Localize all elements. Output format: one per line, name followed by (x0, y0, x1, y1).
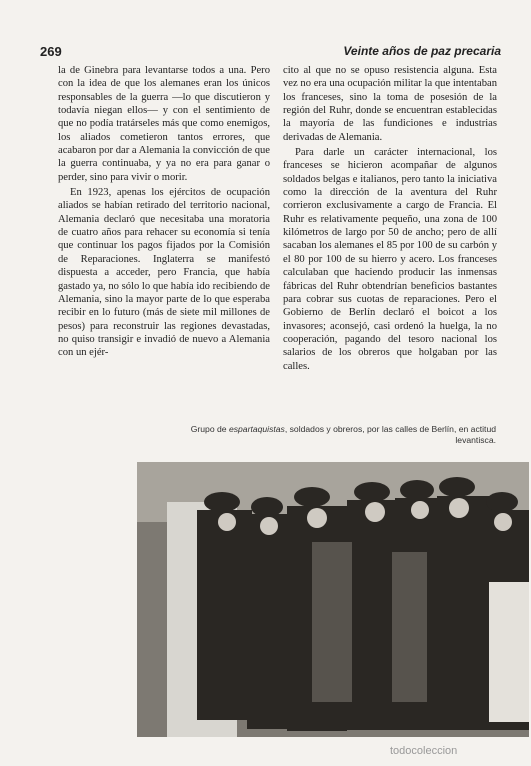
caption-prefix: Grupo de (190, 424, 229, 434)
left-paragraph-2: En 1923, apenas los ejércitos de ocupación aliados se habían retirado del territorio nacional, Alemania declaró que necesitaba una moratoria de cuatro años para rehacer su economía si tenía que continuar los pagos fijados por la Comisión de Reparaciones. Inglaterra se manifestó dispuesta a acceder, pero Francia, que había gastado ya, no sólo lo que había ido recibiendo de Alemania, sino la mayor parte de lo que esperaba recibir en lo futuro (más de siete mil millones de pesos) para reconstruir las regiones devastadas, no quiso transigir e invadió de nuevo a Alemania con un ejér- (58, 187, 270, 359)
left-column (58, 64, 270, 360)
page-header (40, 44, 501, 60)
watermark: todocoleccion (390, 745, 458, 757)
caption-italic: espartaquistas (228, 424, 285, 434)
running-title: Veinte años de paz precaria (343, 44, 501, 58)
page-number: 269 (40, 44, 62, 59)
photo-caption (190, 424, 496, 446)
right-column (283, 64, 497, 373)
left-paragraph-1: la de Ginebra para levantarse todos a una. Pero con la idea de que los alemanes eran los únicos responsables de la guerra —lo que discutieron y todavía niegan ellos— y con el sentimiento de que no podía tratárseles más que como enemigos, los aliados cometieron tantos errores, que acabaron por dar a Alemania la convicción de que la guerra continuaba, y ya no era para ganar o perder, sino para vivir o morir. (58, 65, 270, 183)
right-paragraph-2: Para darle un carácter internacional, los franceses se hicieron acompañar de algunos soldados belgas e italianos, pero tanto la iniciativa como la dirección de la aventura del Ruhr corrieron exclusivamente a cargo de Francia. El Ruhr es relativamente pequeño, una zona de 100 kilómetros de largo por 50 de ancho; pero de allí sacaban los alemanes el 85 por 100 de su carbón y el 80 por 100 de su hierro y acero. Los franceses calculaban que haciendo producir las inmensas fábricas del Ruhr obtendrían beneficios bastantes para cobrar sus cuotas de reparaciones. Pero el Gobierno de Berlín declaró el boicot a los invasores; aconsejó, casi ordenó la huelga, la no cooperación, pagando del tesoro nacional los salarios de los obreros que holgaban por las calles. (283, 147, 497, 372)
right-paragraph-1: cito al que no se opuso resistencia alguna. Esta vez no era una ocupación militar la que intentaban los franceses, sino la toma de posesión de la región del Ruhr, donde se encuentran establecidas la mayoría de las fundiciones e industrias derivadas de Alemania. (283, 65, 497, 143)
photo-illustration (137, 462, 529, 737)
historical-photo (137, 462, 529, 737)
caption-suffix: , soldados y obreros, por las calles de Berlín, en actitud levantisca. (284, 424, 496, 445)
